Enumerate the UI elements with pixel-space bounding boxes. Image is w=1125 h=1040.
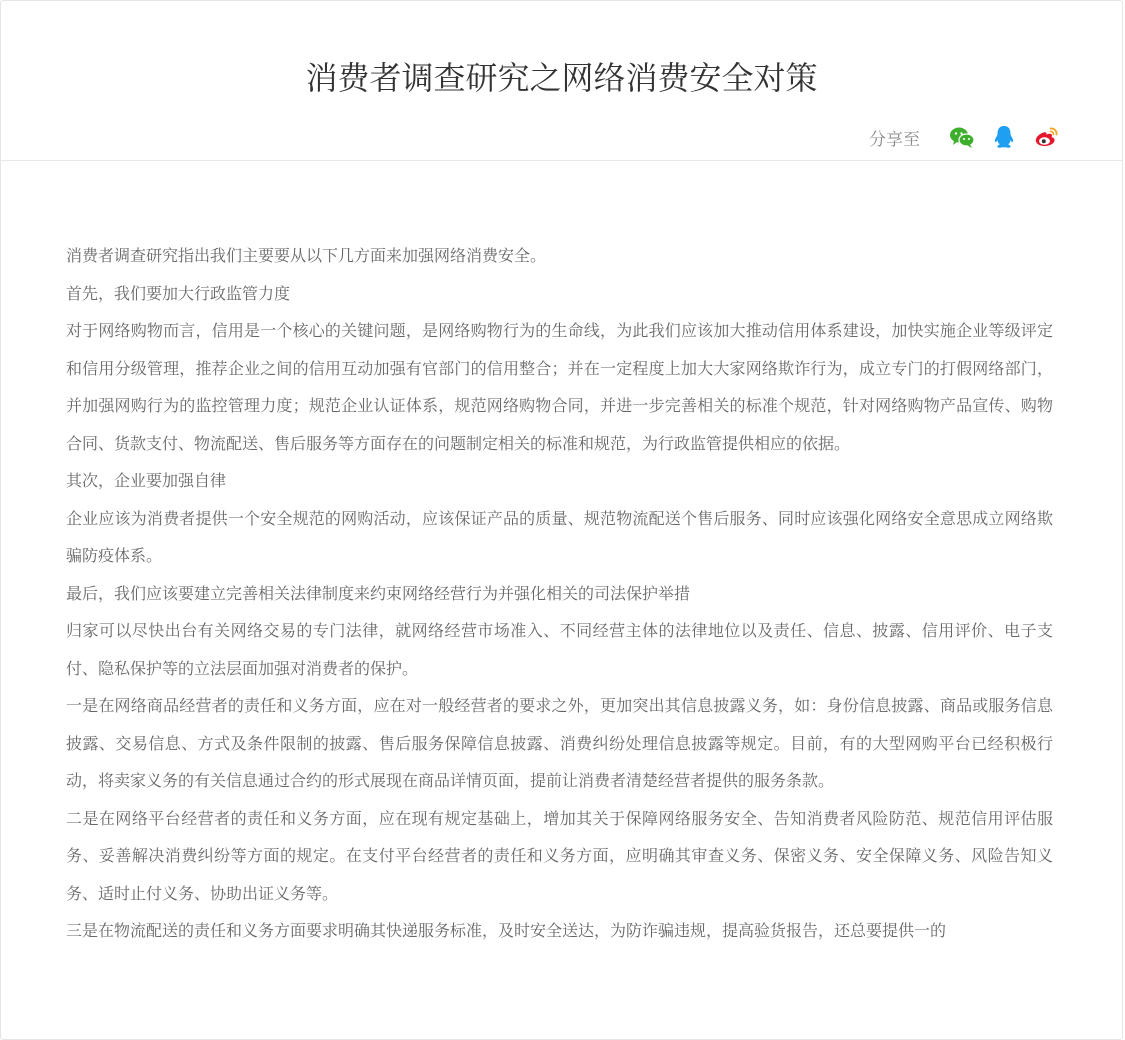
page-title: 消费者调查研究之网络消费安全对策 — [305, 59, 818, 97]
article-body — [66, 237, 1053, 950]
weibo-icon[interactable] — [1032, 123, 1060, 151]
section-heading: 最后，我们应该要建立完善相关法律制度来约束网络经营行为并强化相关的司法保护举措 — [66, 583, 691, 603]
qq-icon[interactable] — [990, 123, 1018, 151]
wechat-icon[interactable] — [948, 123, 976, 151]
paragraph: 二是在网络平台经营者的责任和义务方面，应在现有规定基础上，增加其关于保障网络服务安全、告知消费者风险防范、规范信用评估服务、妥善解决消费纠纷等方面的规定。在支付平台经营者的责任和义务方面，应明确其审查义务、保密义务、安全保障义务、风险告知义务、适时止付义务、协助出证义务等。 — [66, 808, 1053, 903]
paragraph: 消费者调查研究指出我们主要要从以下几方面来加强网络消费安全。 — [66, 246, 547, 265]
paragraph: 对于网络购物而言，信用是一个核心的关键问题，是网络购物行为的生命线，为此我们应该加大推动信用体系建设，加快实施企业等级评定和信用分级管理，推荐企业之间的信用互动加强有官部门的信用整合；并在一定程度上加大大家网络欺诈行为，成立专门的打假网络部门，并加强网购行为的监控管理力度；规范企业认证体系，规范网络购物合同，并进一步完善相关的标准个规范，针对网络购物产品宣传、购物合同、货款支付、物流配送、售后服务等方面存在的问题制定相关的标准和规范，为行政监管提供相应的依据。 — [66, 321, 1053, 453]
paragraph: 企业应该为消费者提供一个安全规范的网购活动，应该保证产品的质量、规范物流配送个售后服务、同时应该强化网络安全意思成立网络欺骗防疫体系。 — [66, 508, 1053, 565]
section-heading: 其次，企业要加强自律 — [66, 471, 227, 490]
paragraph: 三是在物流配送的责任和义务方面要求明确其快递服务标准，及时安全送达，为防诈骗违规，提高验货报告，还总要提供一的 — [66, 921, 947, 940]
paragraph: 归家可以尽快出台有关网络交易的专门法律，就网络经营市场准入、不同经营主体的法律地位以及责任、信息、披露、信用评价、电子支付、隐私保护等的立法层面加强对消费者的保护。 — [66, 621, 1053, 678]
section-heading: 首先，我们要加大行政监管力度 — [66, 283, 291, 303]
share-bar — [869, 122, 1060, 152]
article-header — [1, 1, 1122, 161]
share-label: 分享至 — [869, 129, 920, 150]
paragraph: 一是在网络商品经营者的责任和义务方面，应在对一般经营者的要求之外，更加突出其信息披露义务，如：身份信息披露、商品或服务信息披露、交易信息、方式及条件限制的披露、售后服务保障信息披露、消费纠纷处理信息披露等规定。目前，有的大型网购平台已经积极行动，将卖家义务的有关信息通过合约的形式展现在商品详情页面，提前让消费者清楚经营者提供的服务条款。 — [66, 696, 1053, 790]
